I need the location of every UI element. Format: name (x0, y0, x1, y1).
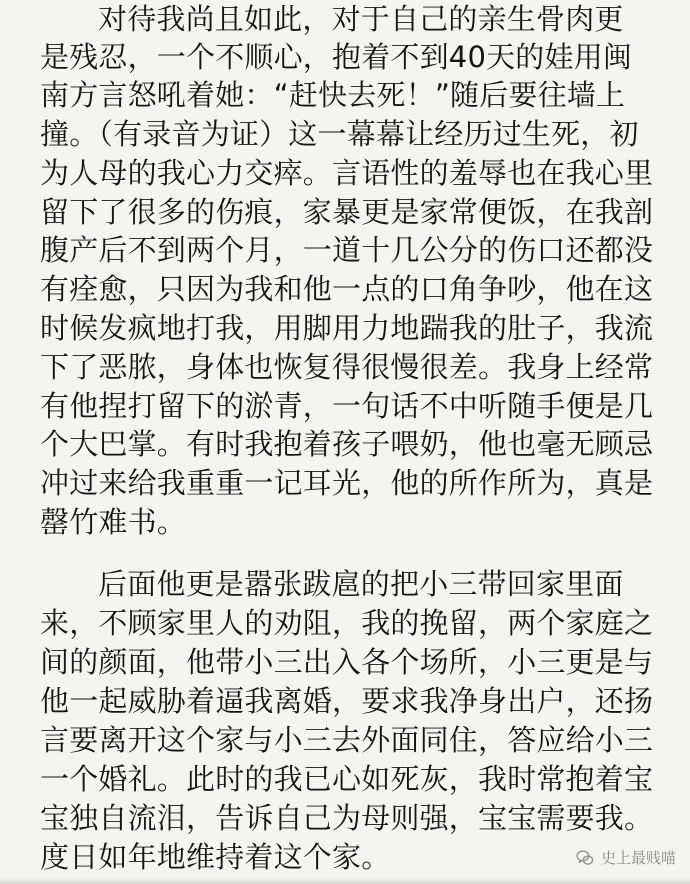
text-line-17: 间的颜面，他带小三出入各个场所，小三更是与 (40, 645, 654, 679)
text-line-3: 南方言怒吼着她：“赶快去死！”随后要往墙上 (40, 78, 626, 112)
text-line-5: 为人母的我心力交瘁。言语性的羞辱也在我心里 (40, 156, 654, 190)
text-line-16: 来，不顾家里人的劝阻，我的挽留，两个家庭之 (40, 606, 654, 640)
text-line-13: 冲过来给我重重一记耳光，他的所作所为，真是 (40, 466, 654, 500)
text-line-6: 留下了很多的伤痕，家暴更是家常便饭，在我剖 (40, 195, 654, 229)
bottom-edge (0, 878, 690, 884)
watermark (575, 847, 676, 868)
text-line-20: 一个婚礼。此时的我已心如死灰，我时常抱着宝 (40, 762, 654, 796)
text-line-8: 有痊愈，只因为我和他一点的口角争吵，他在这 (40, 272, 654, 306)
text-line-1: 对待我尚且如此，对于自己的亲生骨肉更 (98, 2, 624, 36)
text-line-11: 有他捏打留下的淤青，一句话不中听随手便是几 (40, 389, 654, 423)
wechat-icon (575, 848, 595, 868)
text-line-19: 言要离开这个家与小三去外面同住，答应给小三 (40, 723, 654, 757)
text-line-22: 度日如年地维持着这个家。 (40, 840, 391, 874)
text-line-18: 他一起威胁着逼我离婚，要求我净身出户，还扬 (40, 684, 654, 718)
text-line-15: 后面他更是嚣张跋扈的把小三带回家里面 (98, 567, 624, 601)
text-line-12: 个大巴掌。有时我抱着孩子喂奶，他也毫无顾忌 (40, 427, 654, 461)
text-line-2: 是残忍，一个不顺心，抱着不到40天的娃用闽 (40, 40, 633, 74)
text-line-9: 时候发疯地打我，用脚用力地踹我的肚子，我流 (40, 311, 654, 345)
text-line-21: 宝独自流泪，告诉自己为母则强，宝宝需要我。 (40, 801, 654, 835)
text-line-14: 罄竹难书。 (40, 505, 187, 539)
text-line-7: 腹产后不到两个月，一道十几公分的伤口还都没 (40, 233, 654, 267)
text-line-4: 撞。（有录音为证）这一幕幕让经历过生死，初 (40, 117, 639, 151)
text-line-10: 下了恶脓，身体也恢复得很慢很差。我身上经常 (40, 350, 654, 384)
watermark-label: 史上最贱喵 (600, 849, 676, 867)
